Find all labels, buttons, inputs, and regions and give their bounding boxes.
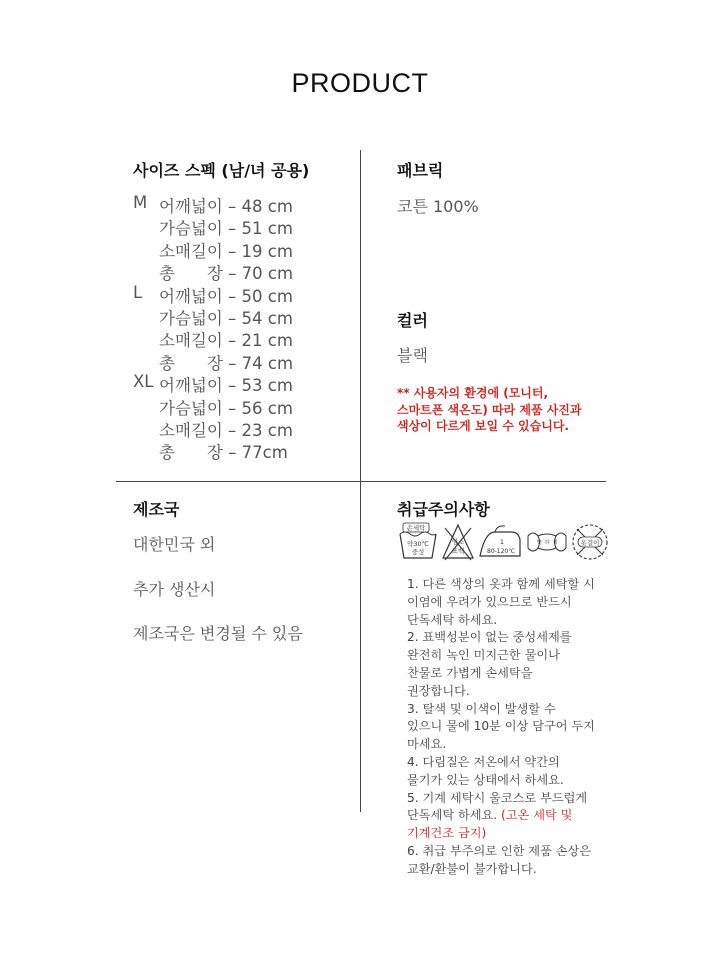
origin-line: 대한민국 외 (133, 535, 216, 554)
care-instruction-line (407, 576, 612, 594)
iron-icon (477, 522, 523, 562)
measure-value: – 48 cm (222, 197, 293, 216)
notice-line: ** 사용자의 환경에 (모니터, (397, 386, 549, 400)
measure-label: 소매길이 (159, 241, 223, 261)
size-code: L (133, 282, 143, 302)
iron-temp-text: 80-120℃ (487, 548, 515, 555)
horizontal-divider (116, 481, 606, 482)
measure-label-part: 장 (206, 443, 223, 463)
measure-value: – 23 cm (222, 420, 293, 440)
care-text: 단독세탁 하세요. (407, 612, 498, 627)
hand-wash-top-text: 손세탁 (406, 524, 426, 532)
care-text: 1. 다른 색상의 옷과 함께 세탁할 시 (407, 577, 595, 591)
care-heading: 취급주의사항 (397, 500, 490, 519)
care-instruction-line (407, 665, 612, 683)
size-measure (159, 305, 293, 329)
origin-heading: 제조국 (133, 500, 180, 519)
care-text: 권장합니다. (407, 683, 470, 698)
care-warning-text: 기계건조 금지) (407, 826, 487, 841)
measure-label: 어깨넓이 (159, 286, 223, 306)
size-measure (159, 395, 293, 419)
measure-label (159, 260, 223, 284)
care-instruction-line (407, 701, 612, 719)
hanger-text: 옷걸이 (580, 539, 600, 547)
size-measure (159, 417, 293, 441)
measure-label-part: 장 (206, 264, 223, 284)
hand-wash-mode-text: 중성 (411, 548, 425, 556)
care-warning-text: (고온 세탁 및 (501, 808, 573, 823)
measure-value: – 74 cm (222, 353, 294, 373)
wring-text-1: 약 (536, 540, 542, 546)
no-tumble-dry-icon (569, 522, 611, 562)
iron-level-text: 1 (499, 538, 505, 546)
care-text: 6. 취급 부주의로 인한 제품 손상은 (407, 843, 592, 858)
hand-wash-icon (397, 522, 439, 562)
care-text: 3. 탈색 및 이색이 발생할 수 (407, 701, 556, 716)
size-measure (159, 350, 293, 374)
care-text: 4. 다림질은 저온에서 약간의 (407, 754, 560, 769)
care-text: 이염에 우려가 있으므로 반드시 (407, 594, 572, 609)
measure-value: – 19 cm (222, 241, 293, 261)
measure-label: 가슴넓이 (159, 219, 223, 239)
measure-value: – 21 cm (222, 331, 293, 351)
care-text: 있으니 물에 10분 이상 담구어 두지 (407, 719, 595, 734)
care-instruction-line (407, 683, 612, 701)
care-instruction-line (407, 825, 612, 843)
size-measure (159, 372, 293, 396)
care-instruction-line (407, 594, 612, 612)
no-bleach-icon (441, 522, 475, 562)
fabric-value: 코튼 100% (397, 197, 479, 216)
measure-value: – 77cm (222, 443, 288, 463)
measure-value: – 56 cm (222, 398, 293, 418)
care-text: 교환/환불이 불가합니다. (407, 861, 537, 876)
measure-label-part: 총 (159, 353, 175, 373)
size-spec-heading: 사이즈 스펙 (남/녀 공용) (133, 161, 310, 180)
wring-text-2: 하 (544, 540, 550, 546)
care-text: 마세요. (407, 737, 447, 752)
wring-gently-icon (525, 522, 569, 562)
care-instruction-line (407, 612, 612, 630)
origin-line: 제조국은 변경될 수 있음 (133, 624, 303, 643)
care-instruction-line (407, 736, 612, 754)
measure-label-part: 장 (206, 353, 223, 373)
care-instruction-line (407, 629, 612, 647)
care-text: 2. 표백성분이 없는 중성세제를 (407, 630, 572, 645)
measure-value: – 70 cm (222, 264, 294, 284)
measure-value: – 53 cm (222, 376, 293, 396)
size-measure (159, 215, 293, 239)
measure-value: – 50 cm (222, 286, 293, 306)
measure-value: – 51 cm (222, 219, 293, 239)
measure-label: 소매길이 (159, 420, 223, 440)
notice-line: 색상이 다르게 보일 수 있습니다. (397, 419, 569, 433)
care-text: 완전히 녹인 미지근한 물이나 (407, 648, 560, 663)
care-text: 단독세탁 하세요. (407, 808, 502, 823)
size-code: XL (133, 372, 154, 392)
measure-label: 어깨넓이 (159, 197, 223, 216)
measure-label (159, 350, 223, 374)
size-code: M (133, 193, 148, 212)
measure-label (159, 439, 223, 463)
origin-line: 추가 생산시 (133, 580, 216, 599)
page-title: PRODUCT (291, 68, 429, 98)
care-text: 5. 기계 세탁시 울코스로 부드럽게 (407, 790, 588, 805)
measure-label-part: 총 (159, 443, 175, 463)
care-instruction-line (407, 843, 612, 861)
care-instruction-line (407, 647, 612, 665)
measure-label: 소매길이 (159, 331, 223, 351)
care-instruction-line (407, 754, 612, 772)
size-measure (159, 260, 293, 284)
hand-wash-temp-text: 약30℃ (407, 540, 429, 548)
color-value: 블랙 (397, 346, 428, 365)
size-measure (159, 193, 293, 217)
size-measure (159, 439, 288, 463)
care-text: 찬물로 가볍게 손세탁을 (407, 665, 533, 680)
measure-label: 가슴넓이 (159, 308, 223, 328)
care-instruction-line (407, 772, 612, 790)
color-notice (397, 385, 617, 435)
fabric-heading: 패브릭 (397, 161, 444, 180)
size-measure (159, 238, 293, 262)
care-icons (397, 522, 612, 564)
no-bleach-text-1: 염소 (451, 538, 465, 546)
color-heading: 컬러 (397, 311, 428, 330)
no-bleach-text-2: 표백 (451, 547, 465, 555)
size-measure (159, 327, 293, 351)
notice-line: 스마트폰 색온도) 따라 제품 사진과 (397, 402, 582, 417)
measure-label: 가슴넓이 (159, 398, 223, 418)
wring-text-3: 게 (552, 540, 558, 546)
care-instruction-line (407, 807, 612, 825)
care-instruction-line (407, 861, 612, 879)
care-instruction-line (407, 790, 612, 808)
care-text: 물기가 있는 상태에서 하세요. (407, 772, 564, 787)
care-instructions (407, 576, 612, 879)
measure-label-part: 총 (159, 264, 175, 284)
measure-label: 어깨넓이 (159, 376, 223, 396)
care-instruction-line (407, 718, 612, 736)
measure-value: – 54 cm (222, 308, 293, 328)
size-measure (159, 283, 293, 307)
